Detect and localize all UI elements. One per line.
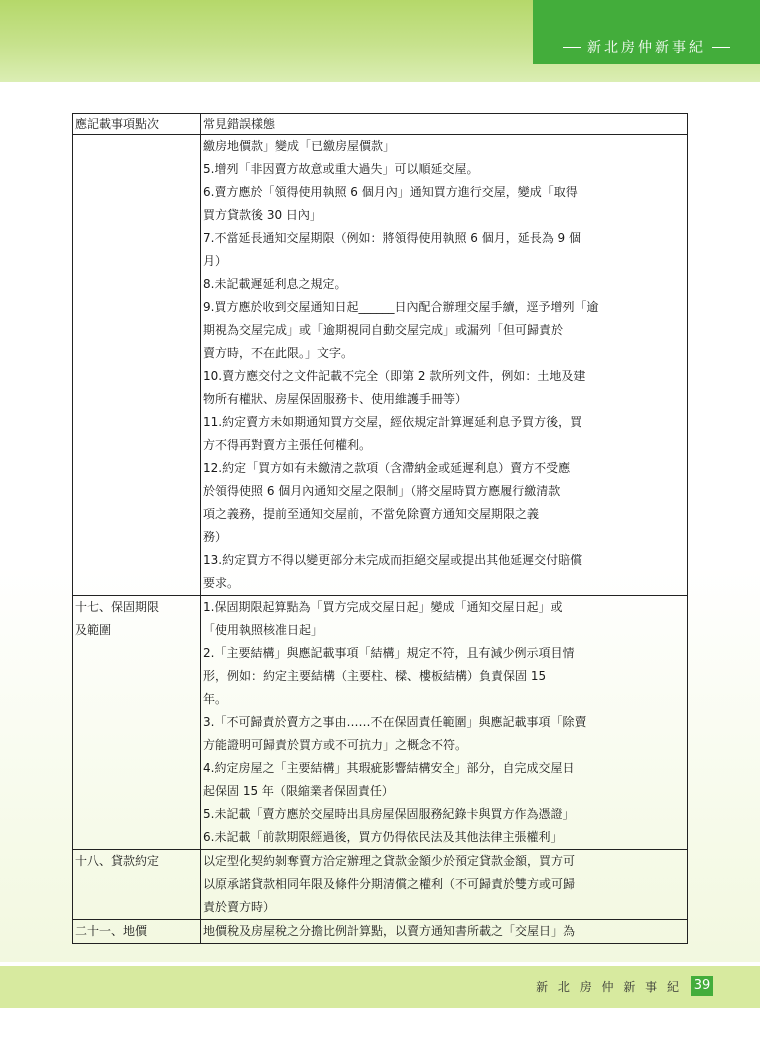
error-line: 務） (203, 530, 228, 544)
error-line: 項之義務，提前至通知交屋前，不當免除賣方通知交屋期限之義 (203, 507, 540, 521)
table-body (73, 135, 688, 944)
error-line: 4.約定房屋之「主要結構」其瑕疵影響結構安全」部分，自完成交屋日 (203, 761, 575, 775)
error-line: 月） (203, 254, 228, 268)
item-label: 十八、貸款約定 (75, 854, 160, 868)
error-line: 5.增列「非因賣方故意或重大過失」可以順延交屋。 (203, 162, 479, 176)
errors-cell (201, 920, 688, 944)
error-line: 形，例如：約定主要結構（主要柱、樑、樓板結構）負責保固 15 (203, 669, 547, 683)
error-line: 物所有權狀、房屋保固服務卡、使用維護手冊等） (203, 392, 468, 406)
error-line: 方不得再對賣方主張任何權利。 (203, 438, 372, 452)
item-cell (73, 850, 201, 920)
error-line: 年。 (203, 692, 228, 706)
table-header-row (73, 114, 688, 135)
table-row (73, 920, 688, 944)
error-line: 6.賣方應於「領得使用執照 6 個月內」通知買方進行交屋，變成「取得 (203, 185, 578, 199)
table-row (73, 596, 688, 850)
error-line: 3.「不可歸責於賣方之事由……不在保固責任範圍」與應記載事項「除賣 (203, 715, 587, 729)
header-dash-left (563, 47, 581, 48)
footer-title: 新 北 房 仲 新 事 紀 (536, 980, 682, 994)
item-cell (73, 135, 201, 596)
error-line: 9.買方應於收到交屋通知日起______日內配合辦理交屋手續，逕予增列「逾 (203, 300, 599, 314)
error-line: 以原承諾貸款相同年限及條件分期清償之權利（不可歸責於雙方或可歸 (203, 877, 576, 891)
table-row (73, 850, 688, 920)
error-line: 於領得使照 6 個月內通知交屋之限制」（將交屋時買方應履行繳清款 (203, 484, 561, 498)
error-line: 以定型化契約剝奪賣方洽定辦理之貸款金額少於預定貸款金額，買方可 (203, 854, 576, 868)
error-line: 2.「主要結構」與應記載事項「結構」規定不符，且有減少例示項目情 (203, 646, 575, 660)
error-line: 11.約定賣方未如期通知買方交屋，經依規定計算遲延利息予買方後，買 (203, 415, 583, 429)
error-line: 方能證明可歸責於買方或不可抗力」之概念不符。 (203, 738, 468, 752)
errors-cell (201, 850, 688, 920)
errors-cell (201, 596, 688, 850)
error-line: 地價稅及房屋稅之分擔比例計算點，以賣方通知書所載之「交屋日」為 (203, 924, 576, 938)
item-label: 及範圍 (75, 623, 112, 637)
error-line: 10.賣方應交付之文件記載不完全（即第 2 款所列文件，例如：土地及建 (203, 369, 586, 383)
error-line: 責於賣方時） (203, 900, 276, 914)
error-table (72, 113, 688, 944)
error-line: 「使用執照核准日起」 (203, 623, 324, 637)
error-line: 6.未記載「前款期限經過後，買方仍得依民法及其他法律主張權利」 (203, 830, 563, 844)
header-title (533, 36, 760, 58)
table-row (73, 135, 688, 596)
item-label: 十七、保固期限 (75, 600, 160, 614)
item-cell (73, 596, 201, 850)
item-label: 二十一、地價 (75, 924, 148, 938)
header-errors-column: 常見錯誤樣態 (201, 114, 688, 135)
error-line: 13.約定買方不得以變更部分未完成而拒絕交屋或提出其他延遲交付賠償 (203, 553, 583, 567)
error-line: 賣方時，不在此限。」文字。 (203, 346, 354, 360)
error-line: 起保固 15 年（限縮業者保固責任） (203, 784, 394, 798)
page-number: 39 (691, 976, 713, 996)
error-line: 繳房地價款」變成「已繳房屋價款」 (203, 139, 396, 153)
error-line: 期視為交屋完成」或「逾期視同自動交屋完成」或漏列「但可歸責於 (203, 323, 564, 337)
error-line: 1.保固期限起算點為「買方完成交屋日起」變成「通知交屋日起」或 (203, 600, 563, 614)
error-line: 買方貸款後 30 日內」 (203, 208, 322, 222)
header-item-column: 應記載事項點次 (73, 114, 201, 135)
error-line: 12.約定「買方如有未繳清之款項（含滯納金或延遲利息）賣方不受應 (203, 461, 571, 475)
errors-cell (201, 135, 688, 596)
error-line: 8.未記載遲延利息之規定。 (203, 277, 347, 291)
error-line: 5.未記載「賣方應於交屋時出具房屋保固服務紀錄卡與買方作為憑證」 (203, 807, 575, 821)
header-title-text: 新北房仲新事紀 (587, 40, 706, 56)
error-line: 7.不當延長通知交屋期限（例如：將領得使用執照 6 個月，延長為 9 個 (203, 231, 581, 245)
item-cell (73, 920, 201, 944)
header-dash-right (712, 47, 730, 48)
error-line: 要求。 (203, 576, 240, 590)
